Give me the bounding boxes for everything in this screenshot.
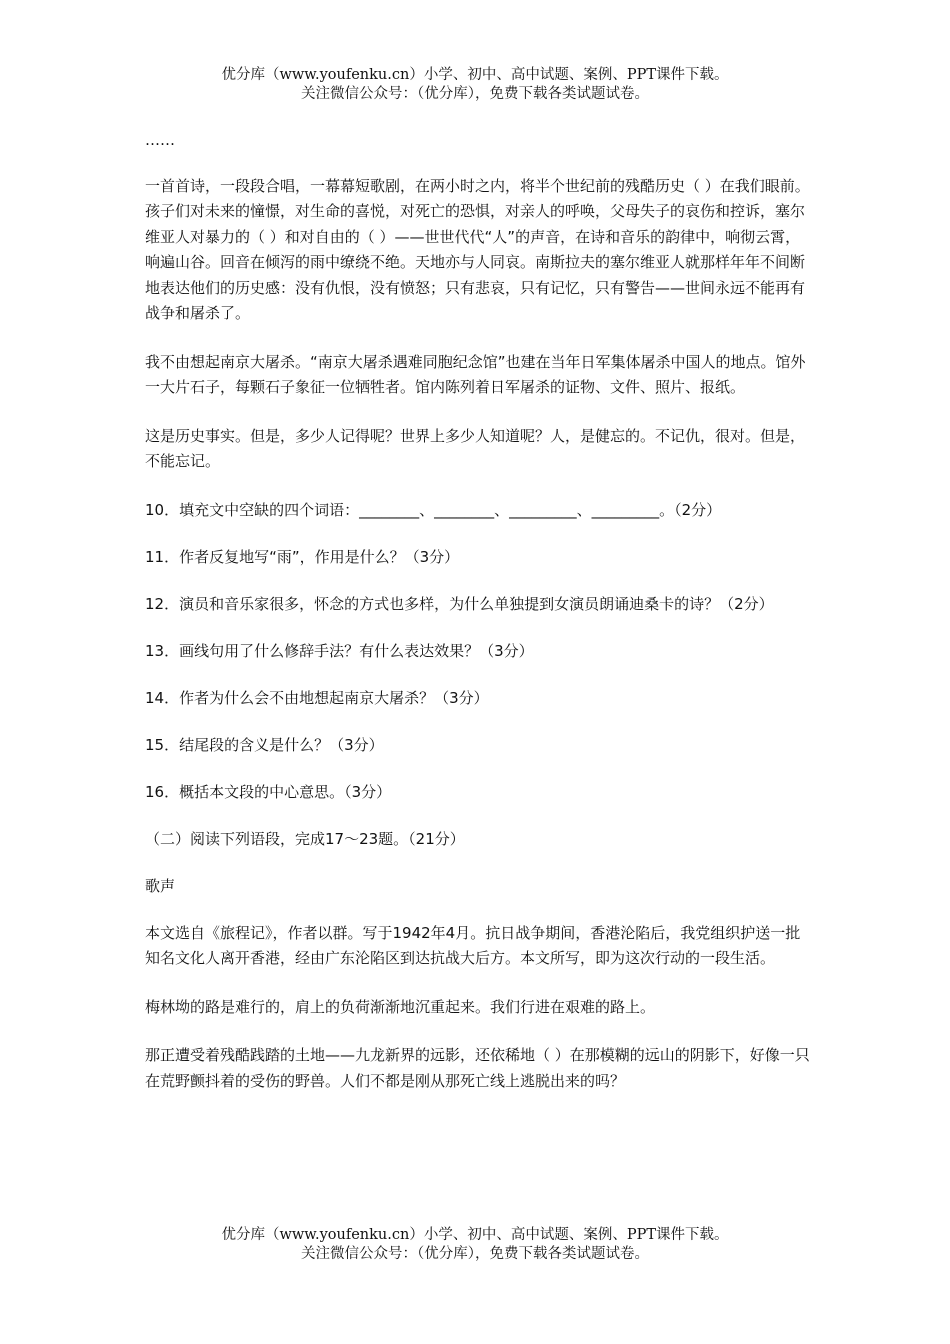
ellipsis: …… <box>145 131 175 149</box>
paragraph-nanjing: 我不由想起南京大屠杀。“南京大屠杀遇难同胞纪念馆”也建在当年日军集体屠杀中国人的地点。馆外一大片石子，每颗石子象征一位牺牲者。馆内陈列着日军屠杀的证物、文件、照片、报纸。 <box>145 352 806 396</box>
passage-title: 歌声 <box>145 876 176 895</box>
page-header <box>0 66 950 104</box>
paragraph-intro: 本文选自《旅程记》，作者以群。写于1942年4月。抗日战争期间，香港沦陷后，我党组织护送一批知名文化人离开香港，经由广东沦陷区到达抗战大后方。本文所写，即为这次行动的一段生活。 <box>145 923 801 967</box>
header-line-2: 关注微信公众号：（优分库），免费下载各类试题试卷。 <box>301 86 649 102</box>
question-16: 16．概括本文段的中心意思。（3分） <box>145 782 392 801</box>
paragraph-history: 这是历史事实。但是，多少人记得呢？世界上多少人知道呢？人，是健忘的。不记仇，很对。但是，不能忘记。 <box>145 426 806 470</box>
question-12: 12．演员和音乐家很多，怀念的方式也多样，为什么单独提到女演员朗诵迪桑卡的诗？（2分） <box>145 594 774 613</box>
question-14: 14．作者为什么会不由地想起南京大屠杀？（3分） <box>145 688 489 707</box>
paragraph-land: 那正遭受着残酷践踏的土地——九龙新界的远影，还依稀地（ ）在那模糊的远山的阴影下，好像一只在荒野颤抖着的受伤的野兽。人们不都是刚从那死亡线上逃脱出来的吗？ <box>145 1046 810 1090</box>
section-heading: （二）阅读下列语段，完成17～23题。（21分） <box>145 829 465 848</box>
header-line-1: 优分库（www.youfenku.cn）小学、初中、高中试题、案例、PPT课件下载。 <box>221 67 729 83</box>
question-10: 10．填充文中空缺的四个词语：________、________、_________、_________。（2分） <box>145 500 722 519</box>
question-15: 15．结尾段的含义是什么？（3分） <box>145 735 384 754</box>
document-body <box>145 128 810 1117</box>
footer-line-1: 优分库（www.youfenku.cn）小学、初中、高中试题、案例、PPT课件下载。 <box>221 1227 729 1243</box>
paragraph-road: 梅林坳的路是难行的，肩上的负荷渐渐地沉重起来。我们行进在艰难的路上。 <box>145 997 656 1016</box>
page-footer <box>0 1226 950 1264</box>
question-11: 11．作者反复地写“雨”，作用是什么？（3分） <box>145 547 460 566</box>
paragraph-poems: 一首首诗，一段段合唱，一幕幕短歌剧，在两小时之内，将半个世纪前的残酷历史（ ）在我们眼前。孩子们对未来的憧憬，对生命的喜悦，对死亡的恐惧，对亲人的呼唤，父母失子的哀伤和控诉，塞尔维亚人对暴力的（ ）和对自由的（ ）——世世代代“人”的声音，在诗和音乐的韵律中，响彻云霄，响遍山谷。回音在倾泻的雨中缭绕不绝。天地亦与人同哀。南斯拉夫的塞尔维亚人就那样年年不间断地表达他们的历史感：没有仇恨，没有愤怒；只有悲哀，只有记忆，只有警告——世间永远不能再有战争和屠杀了。 <box>145 176 810 322</box>
footer-line-2: 关注微信公众号：（优分库），免费下载各类试题试卷。 <box>301 1246 649 1262</box>
question-13: 13．画线句用了什么修辞手法？有什么表达效果？（3分） <box>145 641 534 660</box>
